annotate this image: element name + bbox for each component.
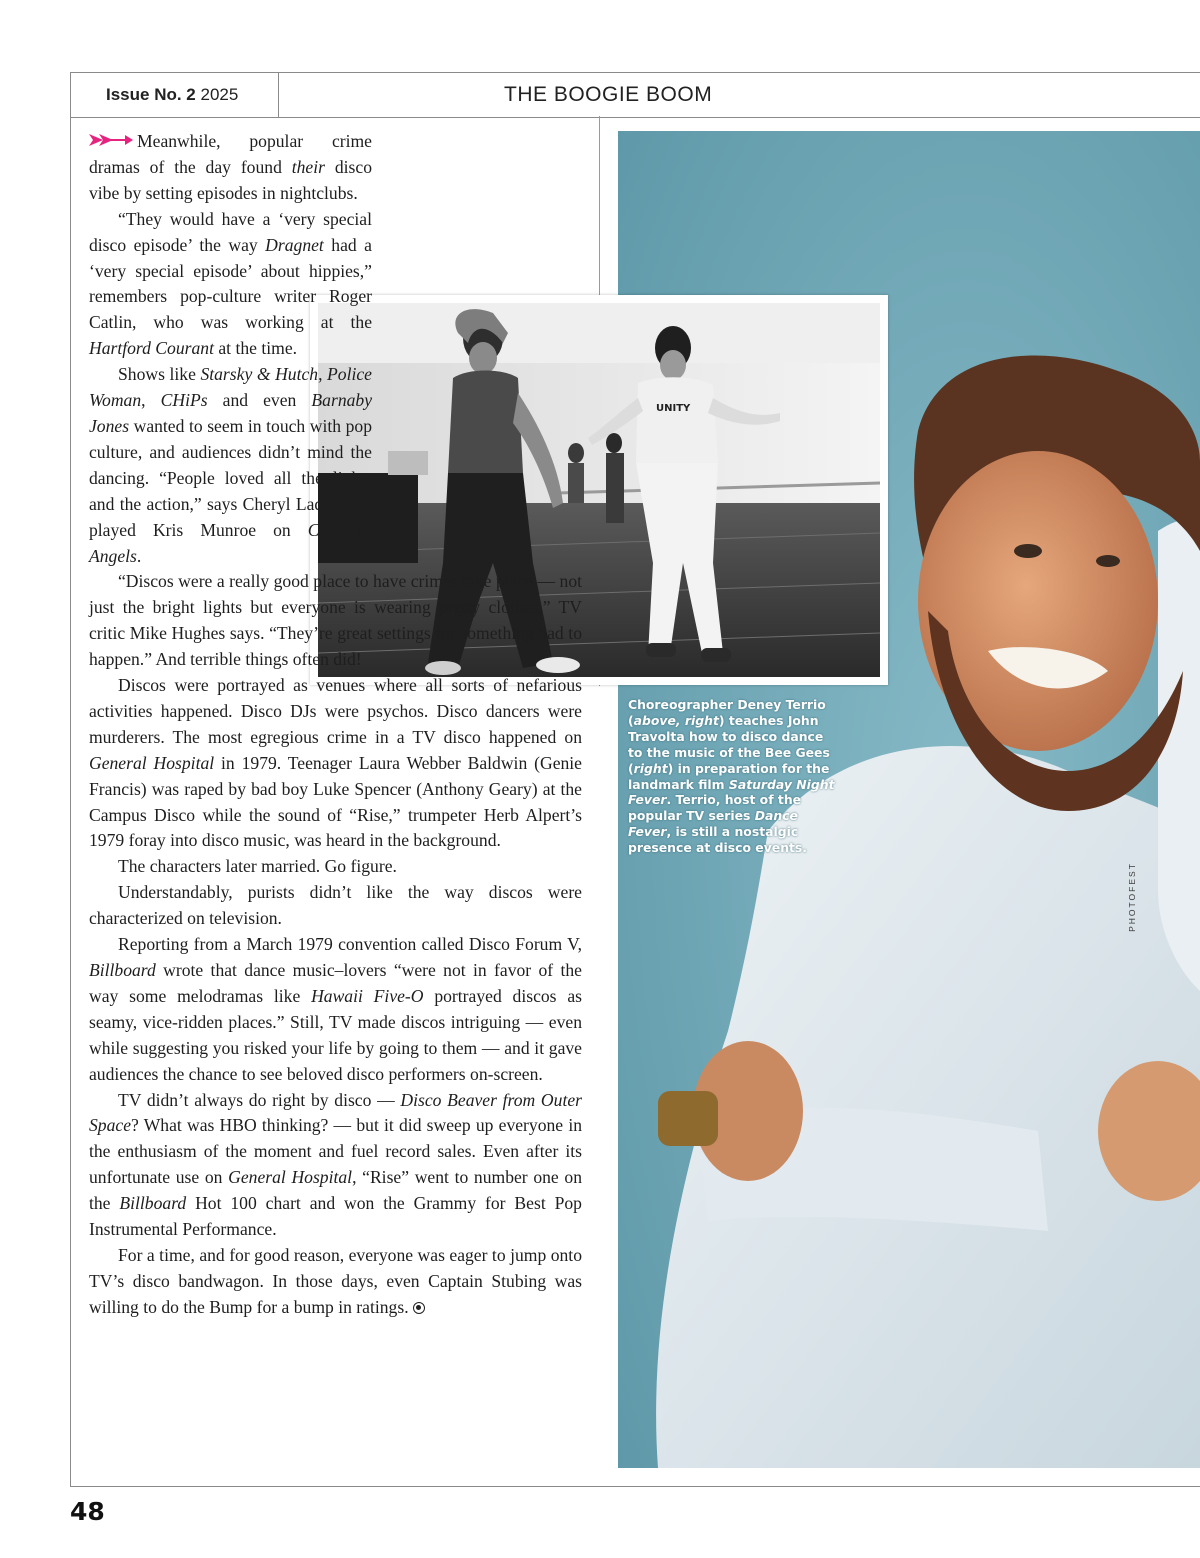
article-paragraph: Reporting from a March 1979 convention called Disco Forum V, Billboard wrote that dance music–lovers “were not in favor of the way some melodramas like Hawaii Five-O portrayed discos as seamy, vice-ridden places.” Still, TV made discos intriguing — even while suggesting you risked your life by going to them — and it gave audiences the chance to see beloved disco performers on-screen. xyxy=(89,934,582,1084)
photo-credit: PHOTOFEST xyxy=(1127,862,1137,932)
page-number: 48 xyxy=(70,1497,105,1526)
header-divider xyxy=(278,73,279,117)
article-paragraph: Meanwhile, popular crime dramas of the day found their disco vibe by setting episodes in nightclubs. xyxy=(89,131,372,203)
running-header xyxy=(70,72,1200,118)
section-title: THE BOOGIE BOOM xyxy=(504,83,713,106)
article-paragraph: Shows like Starsky & Hutch, Police Woman, CHiPs and even Barnaby Jones wanted to seem in touch with pop culture, and audiences didn’t mind the dancing. “People loved all the lights and the action,” says Cheryl Ladd, who played Kris Munroe on Charlie’s Angels. xyxy=(89,364,373,566)
article-paragraph: TV didn’t always do right by disco — Disco Beaver from Outer Space? What was HBO thinking? — but it did sweep up everyone in the enthusiasm of the moment and fuel record sales. Even after its unfortunate use on General Hospital, “Rise” went to number one on the Billboard Hot 100 chart and won the Grammy for Best Pop Instrumental Performance. xyxy=(89,1089,582,1240)
article-paragraph: Discos were portrayed as venues where all sorts of nefarious activities happened. Disco DJs were psychos. Disco dancers were murderers. The most egregious crime in a TV disco happened on General Hospital in 1979. Teenager Laura Webber Baldwin (Genie Francis) was raped by bad boy Luke Spencer (Anthony Geary) at the Campus Disco while the sound of “Rise,” trumpeter Herb Alpert’s 1979 foray into disco music, was heard in the background. xyxy=(89,675,582,851)
article-paragraph: Understandably, purists didn’t like the way discos were characterized on television. xyxy=(89,882,582,929)
issue-number: Issue No. 2 xyxy=(106,85,196,104)
end-of-article-icon xyxy=(413,1302,425,1314)
photo-caption: Choreographer Deney Terrio (above, right) teaches John Travolta how to disco dance to the music of the Bee Gees (right) in preparation for the landmark film Saturday Night Fever. Terrio, host of the popular TV series Dance Fever, is still a nostalgic presence at disco events. xyxy=(628,697,835,856)
issue-label xyxy=(106,85,238,105)
double-arrow-icon xyxy=(89,132,133,148)
issue-year: 2025 xyxy=(200,85,239,104)
article-paragraph: The characters later married. Go figure. xyxy=(118,856,397,877)
shirt-text: UNITY xyxy=(656,403,691,414)
article-body xyxy=(89,129,582,1321)
photo-wrap-spacer xyxy=(372,129,582,526)
article-paragraph: For a time, and for good reason, everyone was eager to jump onto TV’s disco bandwagon. In those days, even Captain Stubing was willing to do the Bump for a bump in ratings. xyxy=(89,1244,582,1317)
article-paragraph: “Discos were a really good place to have crimes take place — not just the bright lights but everyone is wearing pretty clothes,” TV critic Mike Hughes says. “They’re great settings for something bad to happen.” And terrible things often did! xyxy=(89,571,582,670)
article-paragraph: “They would have a ‘very special disco episode’ the way Dragnet had a ‘very special episode’ about hippies,” remembers pop-culture writer Roger Catlin, who was working at the Hartford Courant at the time. xyxy=(89,208,372,359)
